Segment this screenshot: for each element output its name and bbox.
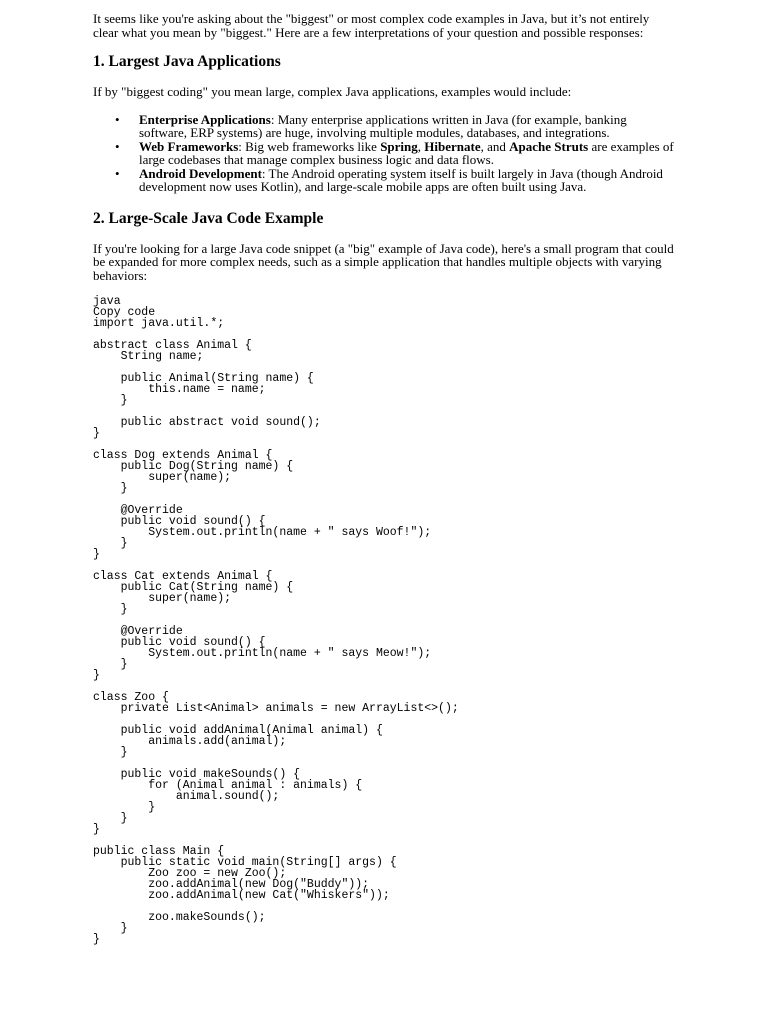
list-item-text: , and <box>480 138 510 154</box>
list-item-text: , <box>417 138 425 154</box>
applications-list <box>93 113 675 194</box>
list-item-title: Web Frameworks <box>139 138 239 154</box>
copy-code-button[interactable]: Copy code <box>93 306 156 319</box>
list-item-title: Enterprise Applications <box>139 111 271 127</box>
bullet-icon: • <box>115 138 120 154</box>
java-code-block: import java.util.*; abstract class Animal { String name; public Animal(String name) { this.name = name; } public abstract void sound(); } class Dog extends Animal { public Dog(String name) { super(name); } @Override public void sound() { System.out.println(name + " says Woof!"); } } class Cat extends Animal { public Cat(String name) { super(name); } @Override public void sound() { System.out.println(name + " says Meow!"); } } class Zoo { private List<Animal> animals = new ArrayList<>(); public void addAnimal(Animal animal) { animals.add(animal); } public void makeSounds() { for (Animal animal : animals) { animal.sound(); } } } public class Main { public static void main(String[] args) { Zoo zoo = new Zoo(); zoo.addAnimal(new Dog("Buddy")); zoo.addAnimal(new Cat("Whiskers")); zoo.makeSounds(); } } <box>93 317 459 946</box>
list-item-text: : The Android operating system itself is built largely in Java (though Android development now uses Kotlin), and large-scale mobile apps are often built using Java. <box>139 165 663 194</box>
list-item-text: are examples of large codebases that manage complex business logic and data flows. <box>139 138 674 167</box>
intro-paragraph: It seems like you're asking about the "biggest" or most complex code examples in Java, but it’s not entirely clear what you mean by "biggest." Here are a few interpretations of your question and possible responses: <box>93 11 650 40</box>
list-item-title: Android Development <box>139 165 262 181</box>
bullet-icon: • <box>115 165 120 181</box>
section1-lead: If by "biggest coding" you mean large, complex Java applications, examples would include: <box>93 84 572 99</box>
section2-heading: 2. Large-Scale Java Code Example <box>93 209 324 227</box>
list-item-web-frameworks <box>115 138 675 167</box>
list-item-android <box>115 165 675 194</box>
list-item-text: : Big web frameworks like <box>238 138 381 154</box>
section2-lead: If you're looking for a large Java code snippet (a "big" example of Java code), here's a small program that could be expanded for more complex needs, such as a simple application that handles multiple objects with varying behaviors: <box>93 240 674 283</box>
list-item-text: : Many enterprise applications written in Java (for example, banking software, ERP systems) are huge, involving multiple modules, databases, and integrations. <box>139 111 627 140</box>
bullet-icon: • <box>115 111 120 127</box>
framework-name: Hibernate <box>424 138 481 154</box>
code-language-label: java <box>93 295 121 308</box>
section1-heading: 1. Largest Java Applications <box>93 53 281 70</box>
list-item-enterprise <box>115 111 675 140</box>
framework-name: Spring <box>380 138 418 154</box>
framework-name: Apache Struts <box>509 138 589 154</box>
